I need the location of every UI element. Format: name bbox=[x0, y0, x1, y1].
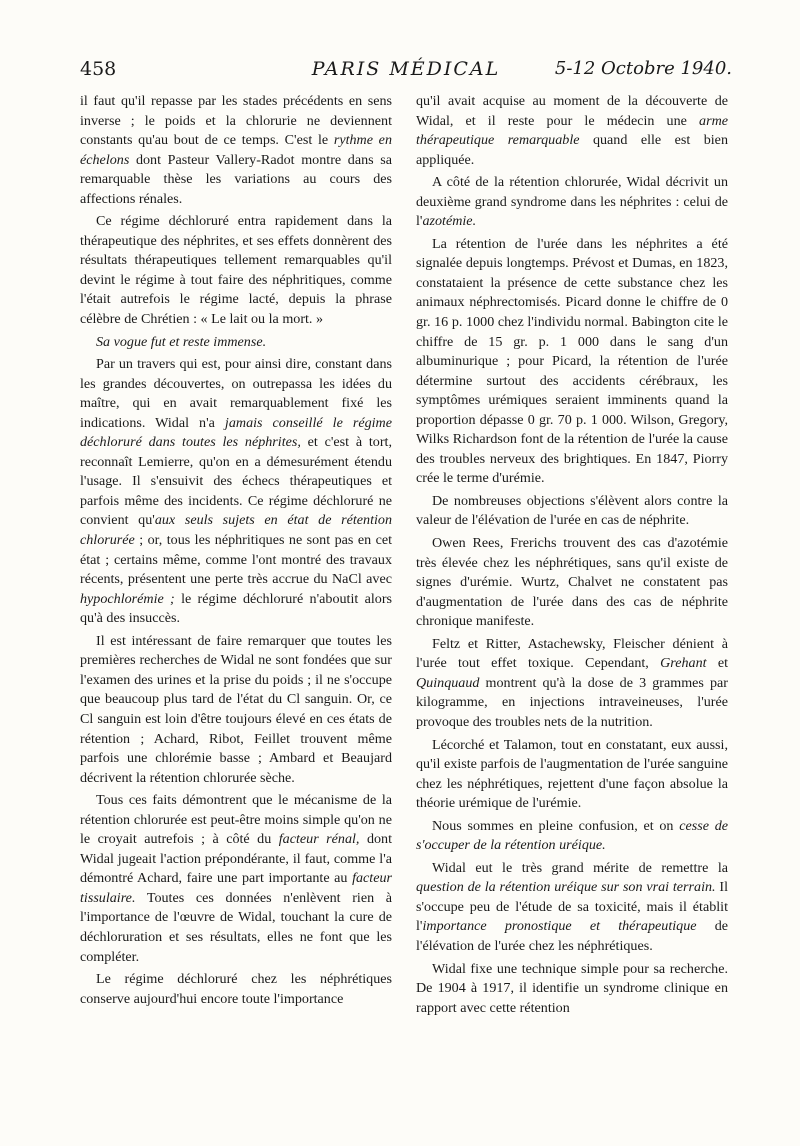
paragraph: Tous ces faits démontrent que le mécanisme de la rétention chlorurée est peut-être moins simple qu'on ne le croyait autrefois ; à côté du facteur rénal, dont Widal jugeait l'action prépondérante, il faut, comme l'a démontré Achard, faire une part importante au facteur tissulaire. Toutes ces données n'enlèvent rien à l'importance de l'œuvre de Widal, touchant la cure de déchloruration et ses résultats, elles ne font que les compléter. bbox=[80, 792, 392, 965]
paragraph: Sa vogue fut et reste immense. bbox=[96, 333, 267, 350]
paragraph: il faut qu'il repasse par les stades précédents en sens inverse ; le poids et la chlorurie ne deviennent constants qu'au bout de ce temps. C'est le rythme en échelons dont Pasteur Vallery-Radot montre dans sa remarquable thèse les variations au cours des affections rénales. bbox=[80, 93, 392, 207]
paragraph: La rétention de l'urée dans les néphrites a été signalée depuis longtemps. Prévost et Dumas, en 1823, constataient la présence de cette substance chez les animaux néphrectomisés. Picard donne le chiffre de 0 gr. 16 p. 1000 chez l'individu normal. Babington cite le chiffre de 15 gr. p. 1 000 dans le sang d'un albuminurique ; pour Picard, la rétention de l'urée détermine surtout des accidents cérébraux, les symptômes urémiques seraient imminents quand la proportion dépasse 0 gr. 70 p. 1 000. Wilson, Gregory, Wilks Richardson font de la rétention de l'urée la cause des troubles nerveux des brightiques. En 1847, Piorry crée le terme d'urémie. bbox=[416, 235, 728, 487]
paragraph: Feltz et Ritter, Astachewsky, Fleischer dénient à l'urée tout effet toxique. Cependant, Grehant et Quinquaud montrent qu'à la dose de 3 grammes par kilogramme, en injections intraveineuses, l'urée provoque des troubles nets de la nutrition. bbox=[416, 635, 728, 730]
paragraph: qu'il avait acquise au moment de la découverte de Widal, et il reste pour le médecin une arme thérapeutique remarquable quand elle est bien appliquée. bbox=[416, 93, 728, 168]
left-column bbox=[80, 92, 392, 1012]
paragraph: Lécorché et Talamon, tout en constatant, eux aussi, qu'il existe parfois de l'augmentation de l'urée sanguine chez les néphrétiques, rejettent d'une façon absolue la théorie urémique de l'urémie. bbox=[416, 736, 728, 812]
paragraph: Il est intéressant de faire remarquer que toutes les premières recherches de Widal ne sont fondées que sur l'examen des urines et la prise du poids ; il ne s'occupe que beaucoup plus tard de l'état du Cl sanguin. Or, ce Cl sanguin est loin d'être toujours élevé en ces états de rétention ; Achard, Ribot, Feillet trouvent même parfois une chlorémie basse ; Ambard et Beaujard décrivent la rétention chlorurée sèche. bbox=[80, 632, 392, 786]
paragraph: Widal fixe une technique simple pour sa recherche. De 1904 à 1917, il identifie un syndrome clinique en rapport avec cette rétention bbox=[416, 960, 728, 1016]
issue-date: 5-12 Octobre 1940. bbox=[554, 58, 732, 79]
right-column bbox=[416, 92, 728, 1021]
paragraph: A côté de la rétention chlorurée, Widal décrivit un deuxième grand syndrome dans les néphrites : celui de l'azotémie. bbox=[416, 174, 728, 230]
paragraph: De nombreuses objections s'élèvent alors contre la valeur de l'élévation de l'urée en cas de néphrite. bbox=[416, 492, 728, 529]
paragraph: Nous sommes en pleine confusion, et on cesse de s'occuper de la rétention uréique. bbox=[416, 817, 728, 854]
paragraph: Ce régime déchloruré entra rapidement dans la thérapeutique des néphrites, et ses effets donnèrent des résultats thérapeutiques tellement remarquables qu'il devint le régime à tout faire des néphritiques, comme l'était autrefois le régime lacté, depuis la phrase célèbre de Chrétien : « Le lait ou la mort. » bbox=[80, 213, 392, 328]
paragraph: Owen Rees, Frerichs trouvent des cas d'azotémie très élevée chez les néphrétiques, sans qu'il existe de signes d'urémie. Wurtz, Chalvet ne constatent pas d'augmentation de l'urée dans des cas de néphrite chronique manifeste. bbox=[416, 535, 728, 630]
running-header bbox=[80, 58, 732, 88]
paragraph: Par un travers qui est, pour ainsi dire, constant dans les grandes découvertes, on outrepassa les idées du maître, qui en avait remarquablement fixé les indications. Widal n'a jamais conseillé le régime déchloruré dans toutes les néphrites, et c'est à tort, reconnaît Lemierre, qu'on en a démesurément étendu l'usage. Il s'ensuivit des échecs thérapeutiques et parfois même des incidents. Ce régime déchloruré ne convient qu'aux seuls sujets en état de rétention chlorurée ; or, tous les néphritiques ne sont pas en cet état ; certains même, comme l'ont montré des travaux récents, présentent une perte très accrue du NaCl avec hypochlorémie ; le régime déchloruré n'aboutit alors qu'à des insuccès. bbox=[80, 356, 393, 627]
page-number: 458 bbox=[80, 58, 117, 80]
journal-title: PARIS MÉDICAL bbox=[311, 58, 501, 80]
paragraph: Le régime déchloruré chez les néphrétiques conserve aujourd'hui encore toute l'importance bbox=[80, 971, 392, 1007]
paragraph: Widal eut le très grand mérite de remettre la question de la rétention uréique sur son vrai terrain. Il s'occupe peu de l'étude de sa toxicité, mais il établit l'importance pronostique et thérapeutique de l'élévation de l'urée chez les néphrétiques. bbox=[416, 859, 729, 954]
